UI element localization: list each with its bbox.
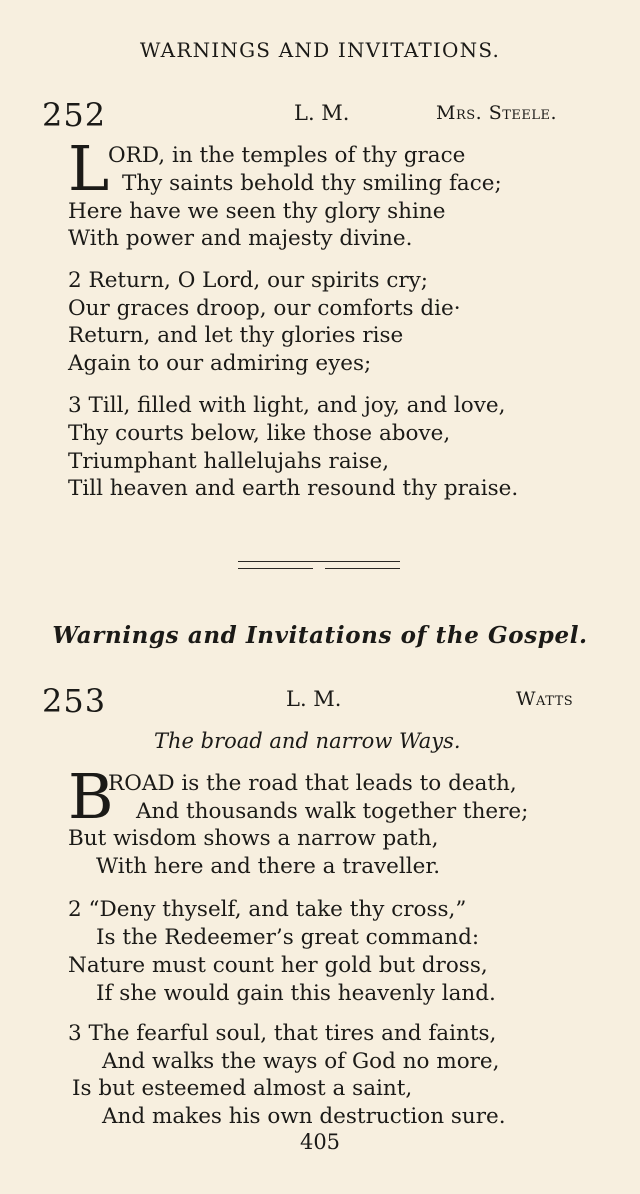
hymn-meter: L. M. — [286, 687, 342, 711]
hymn-meter: L. M. — [294, 101, 350, 125]
verse-line: Nature must count her gold but dross, — [68, 953, 488, 978]
hymn-number: 252 — [42, 96, 107, 134]
divider-rule — [238, 561, 400, 562]
verse-line: Here have we seen thy glory shine — [68, 199, 446, 224]
running-head: WARNINGS AND INVITATIONS. — [139, 38, 501, 62]
verse-line: And makes his own destruction sure. — [102, 1104, 506, 1129]
verse-line: 3 Till, filled with light, and joy, and love, — [68, 393, 506, 418]
verse-line: ORD, in the temples of thy grace — [108, 143, 466, 168]
verse-line: Is the Redeemer’s great command: — [96, 925, 480, 950]
drop-cap: L — [68, 132, 110, 205]
verse-line: With power and majesty divine. — [68, 226, 413, 251]
verse-line: Triumphant hallelujahs raise, — [68, 449, 390, 474]
verse-line: And thousands walk together there; — [136, 799, 529, 824]
hymn-number: 253 — [42, 682, 107, 720]
verse-line: Till heaven and earth resound thy praise. — [68, 476, 519, 501]
verse-line: Thy courts below, like those above, — [68, 421, 451, 446]
hymn-author: Mrs. Steele. — [436, 102, 558, 124]
verse-line: Thy saints behold thy smiling face; — [122, 171, 502, 196]
verse-line: And walks the ways of God no more, — [102, 1049, 500, 1074]
divider-rule — [238, 568, 313, 569]
verse-line: But wisdom shows a narrow path, — [68, 826, 439, 851]
drop-cap: B — [68, 760, 114, 833]
hymn-author: Watts — [516, 688, 574, 710]
verse-line: Return, and let thy glories rise — [68, 323, 404, 348]
verse-line: Is but esteemed almost a saint, — [72, 1076, 413, 1101]
verse-line: With here and there a traveller. — [96, 854, 441, 879]
verse-line: Again to our admiring eyes; — [68, 351, 372, 376]
page-number: 405 — [299, 1130, 341, 1154]
verse-line: 2 “Deny thyself, and take thy cross,” — [68, 897, 467, 922]
verse-line: ROAD is the road that leads to death, — [108, 771, 517, 796]
verse-line: 3 The fearful soul, that tires and faints, — [68, 1021, 497, 1046]
section-title: Warnings and Invitations of the Gospel. — [52, 622, 588, 649]
divider-rule — [325, 568, 400, 569]
hymn-subtitle: The broad and narrow Ways. — [154, 729, 461, 753]
verse-line: 2 Return, O Lord, our spirits cry; — [68, 268, 429, 293]
verse-line: Our graces droop, our comforts die· — [68, 296, 461, 321]
verse-line: If she would gain this heavenly land. — [96, 981, 496, 1006]
